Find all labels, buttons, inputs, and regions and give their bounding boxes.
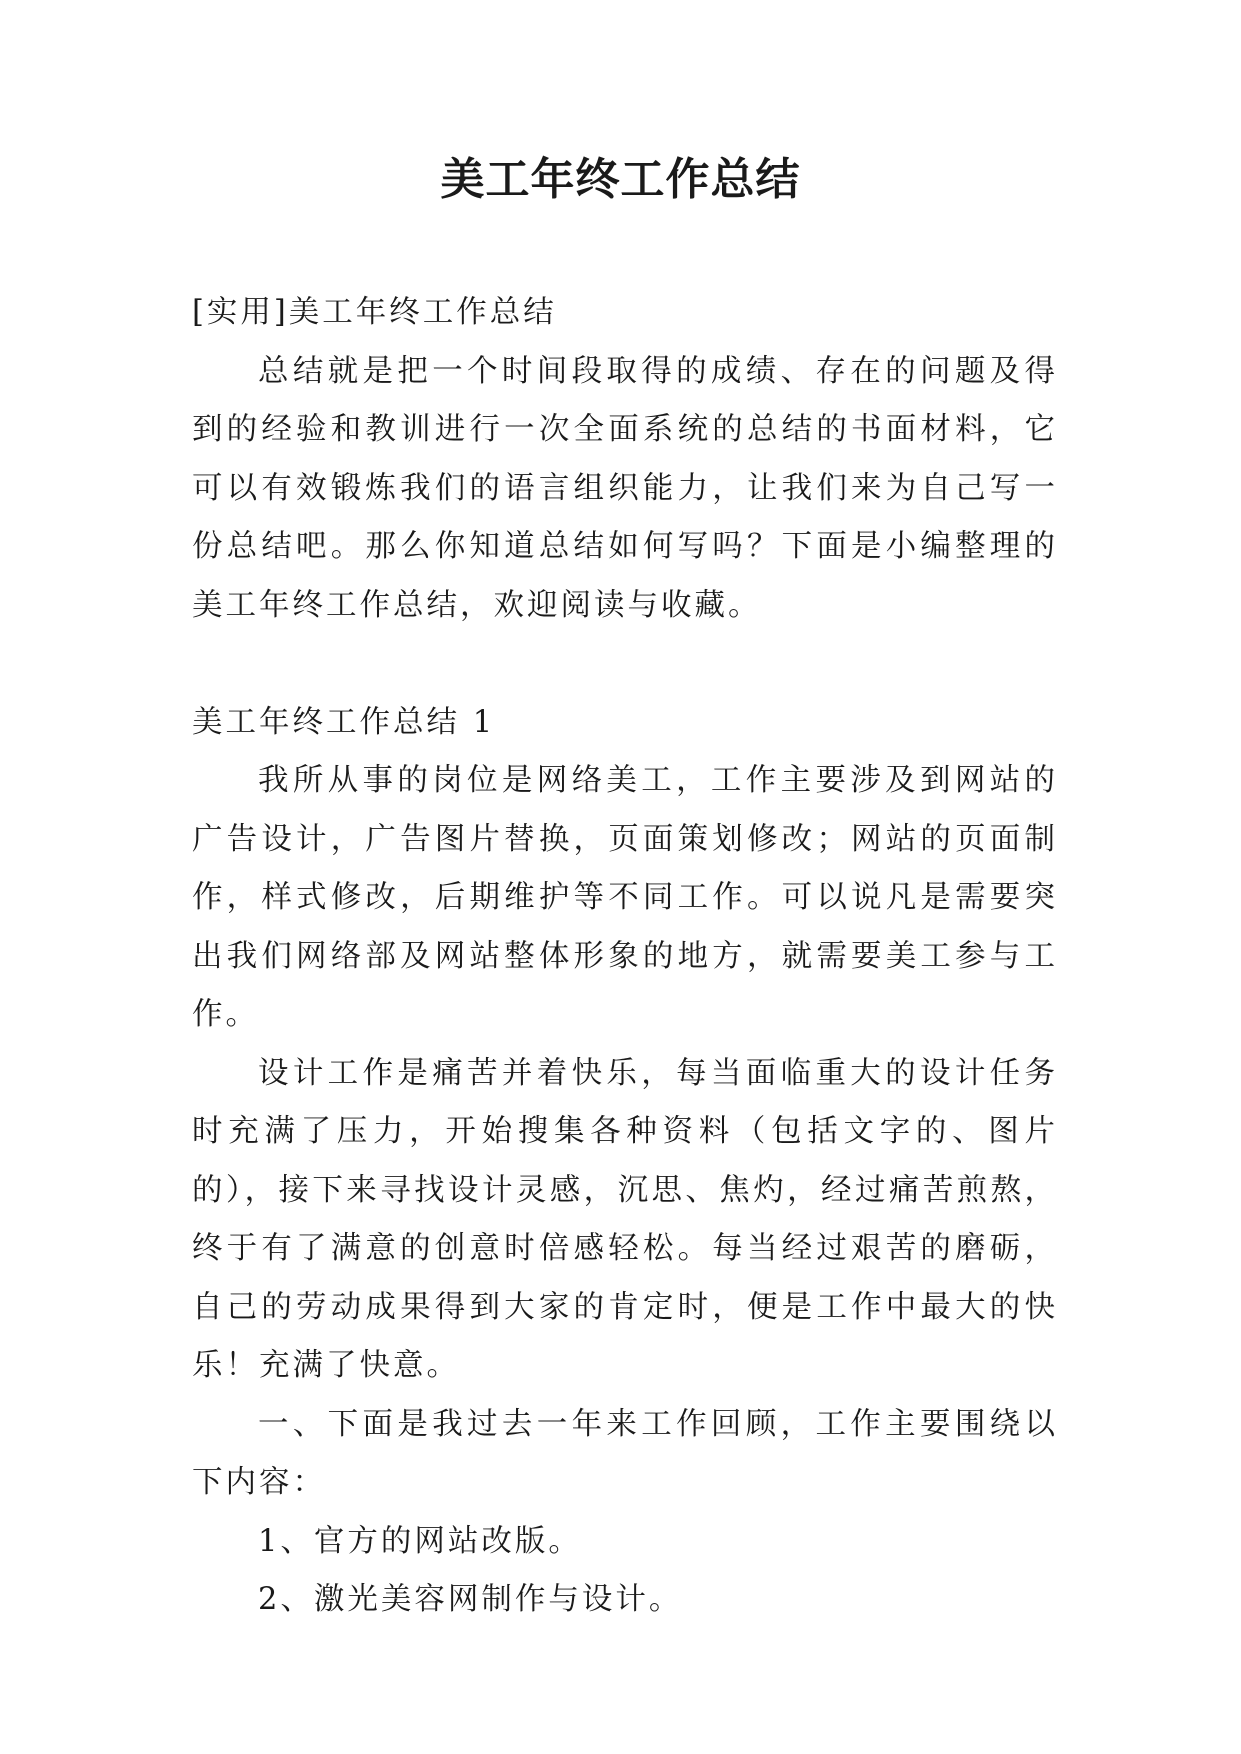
body-paragraph: 设计工作是痛苦并着快乐，每当面临重大的设计任务时充满了压力，开始搜集各种资料（包括文字的、图片的），接下来寻找设计灵感，沉思、焦灼，经过痛苦煎熬，终于有了满意的创意时倍感轻松。每当经过艰苦的磨砺，自己的劳动成果得到大家的肯定时，便是工作中最大的快乐！充满了快意。 — [192, 1055, 1058, 1383]
list-item: 2、激光美容网制作与设计。 — [258, 1582, 683, 1617]
body-paragraph: 我所从事的岗位是网络美工，工作主要涉及到网站的广告设计，广告图片替换，页面策划修改；网站的页面制作，样式修改，后期维护等不同工作。可以说凡是需要突出我们网络部及网站整体形象的地方，就需要美工参与工作。 — [192, 763, 1058, 1032]
intro-paragraph: 总结就是把一个时间段取得的成绩、存在的问题及得到的经验和教训进行一次全面系统的总结的书面材料，它可以有效锻炼我们的语言组织能力，让我们来为自己写一份总结吧。那么你知道总结如何写吗？下面是小编整理的美工年终工作总结，欢迎阅读与收藏。 — [192, 353, 1058, 623]
section-heading: 美工年终工作总结 1 — [192, 704, 496, 740]
list-item: 1、官方的网站改版。 — [258, 1523, 582, 1559]
document-title: 美工年终工作总结 — [440, 154, 801, 205]
body-paragraph: 一、下面是我过去一年来工作回顾，工作主要围绕以下内容： — [192, 1406, 1058, 1500]
document-body — [192, 284, 1058, 1630]
document-subtitle: [实用]美工年终工作总结 — [192, 295, 557, 330]
section-spacer — [192, 635, 1058, 694]
